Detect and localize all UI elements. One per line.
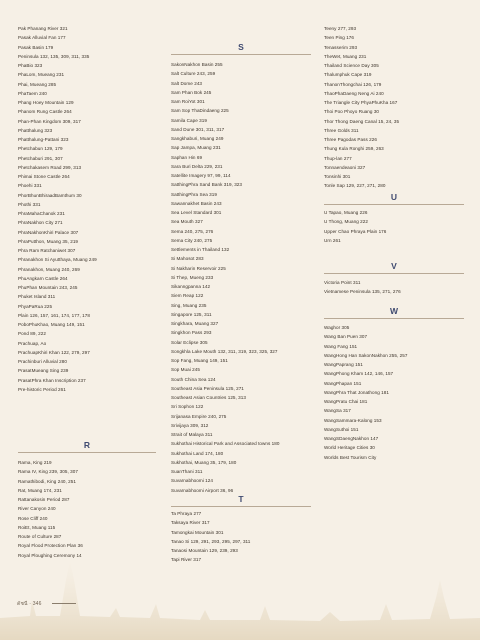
index-entry: Sop Fang, Muang 149, 151: [171, 358, 228, 363]
index-entry: Pasak Alluvial Fan 177: [18, 35, 66, 41]
index-entry: Prachuap, Ao: [18, 340, 47, 346]
index-entry: Wang Ban Puen 307: [324, 334, 368, 340]
index-entry: Three Golds 311: [324, 127, 359, 133]
index-entry: PhuAngkarn Castle 264: [18, 275, 68, 281]
index-entry: PhraMahaChanok 231: [18, 211, 65, 216]
index-entry: Sangkhaburi, Muang 249: [171, 136, 224, 141]
index-entry: U Tapao, Muang 226: [324, 210, 368, 215]
index-entry: Srivijaya 309, 312: [171, 422, 209, 428]
index-entry: Phranakhon Si Ayutthaya, Muang 249: [18, 257, 97, 263]
index-entry: Salt Dome 243: [171, 80, 203, 86]
index-entry: Prachinburi Alluvial 280: [18, 359, 67, 364]
index-entry: PhaTaem 240: [18, 90, 47, 96]
index-entry: Three Pagodas Pass 226: [324, 137, 377, 142]
index-entry: Sing, Muang 235: [171, 302, 207, 308]
index-entry: WangPhapan 151: [324, 380, 362, 386]
section-header-u: [324, 188, 464, 205]
index-entry: Salt Culture 243, 259: [171, 71, 216, 77]
index-entry: Tanao Si 129, 291, 293, 295, 297, 311: [171, 538, 251, 544]
index-entry: Thoi Poo Phoyo Ruang 30: [324, 109, 380, 115]
index-entry: Taksaya River 317: [171, 520, 210, 526]
index-entry: Phatthalung-Pattani 323: [18, 137, 69, 142]
index-entry: PhraPutthon, Muang 35, 219: [18, 238, 79, 244]
index-entry: Tonnaendeaoni 327: [324, 164, 366, 170]
section-letter: T: [238, 494, 244, 504]
index-entry: Waghor 305: [324, 325, 350, 330]
index-entry: TheWet, Muang 231: [324, 53, 367, 59]
section-letter: S: [238, 42, 244, 52]
index-entry: Samila Cape 319: [171, 117, 207, 123]
index-entry: PhorBhunBhiraadBamthum 30: [18, 192, 82, 198]
index-entry: WangHong Han SakonNakhon 255, 257: [324, 352, 408, 358]
index-entry: Phang Hoey Mountain 129: [18, 100, 74, 105]
index-entry: Singapore 125, 311: [171, 311, 212, 317]
index-entry: Southeast Asia Peninsula 125, 271: [171, 385, 244, 391]
section-header-v: [324, 257, 464, 274]
index-entry: Si Mahosot 283: [171, 256, 204, 262]
section-header-r: [18, 436, 156, 453]
index-entry: Route of Culture 287: [18, 534, 62, 539]
index-entry: Suvarnabhoomi 124: [171, 478, 213, 484]
page-number: ดัชนี · 346: [17, 601, 42, 607]
index-entry: Sam Phan Bok 245: [171, 89, 212, 95]
index-entry: Royal Ploughing Ceremony 14: [18, 552, 82, 558]
index-entry: Sema 240, 275, 276: [171, 228, 214, 234]
index-entry: Ta Phraya 277: [171, 511, 202, 516]
index-entry: Si Thep, Mueng 233: [171, 274, 214, 280]
index-entry: WangPhra That Jonathong 181: [324, 389, 389, 395]
index-entry: Rama, King 219: [18, 460, 52, 465]
index-entry: Thung Kula Ronghi 259, 263: [324, 146, 384, 152]
index-entry: PrasatPhra Khan Inscription 237: [18, 377, 86, 383]
index-entry: Phanom Rung Castle 264: [18, 109, 72, 115]
index-entry: Tanaosi Mountain 129, 239, 293: [171, 548, 238, 553]
index-entry: Sap Jampa, Muang 231: [171, 145, 221, 151]
index-entry: Phranakhon, Muang 240, 269: [18, 266, 80, 272]
index-entry: Thor Thong Daeng Canal 15, 24, 35: [324, 118, 400, 124]
index-entry: Tapi River 317: [171, 557, 202, 563]
index-entry: Phoehi 331: [18, 183, 42, 189]
index-entry: Sea Mouth 327: [171, 219, 203, 225]
index-entry: Plain 126, 157, 161, 174, 177, 178: [18, 312, 90, 318]
index-entry: PrachuapKhiri Khan 122, 279, 297: [18, 349, 90, 355]
index-entry: Sea Level Standard 301: [171, 210, 222, 215]
section-header-t: [171, 487, 311, 507]
index-entry: Teen Ping 176: [324, 35, 355, 41]
index-entry: SuanThani 311: [171, 469, 203, 474]
index-entry: Sikanngpanna 142: [171, 284, 211, 289]
index-entry: PhaLom, Mueang 231: [18, 72, 65, 78]
index-entry: Southeast Asian Countries 125, 313: [171, 395, 246, 400]
index-entry: Sri Sophon 122: [171, 404, 204, 410]
index-entry: Vietnamese Peninsula 135, 271, 276: [324, 289, 401, 295]
index-entry: Tenasserim 293: [324, 44, 358, 50]
index-entry: WangPaprang 151: [324, 362, 363, 367]
index-entry: Sukhothai, Muang 35, 179, 180: [171, 459, 237, 465]
index-entry: Rat, Muang 174, 231: [18, 487, 62, 493]
index-entry: Songkhla Lake Mouth 132, 311, 319, 323, 325, 327: [171, 348, 278, 354]
index-entry: Rattanakosin Period 287: [18, 497, 70, 502]
index-entry: Wang Fang 151: [324, 343, 358, 349]
index-entry: Phatthalung 323: [18, 127, 53, 133]
index-entry: Ramathibodi, King 240, 251: [18, 478, 76, 484]
section-letter: R: [83, 440, 91, 450]
index-entry: Phetchakasem Road 299, 313: [18, 164, 82, 170]
index-entry: Thalumphuk Cape 319: [324, 72, 372, 78]
index-entry: Worlds Best Tourism City: [324, 454, 377, 460]
index-entry: Phothi 331: [18, 201, 41, 207]
index-entry: PhyaPaRua 225: [18, 303, 53, 309]
index-entry: Tonsinhi 301: [324, 174, 351, 179]
index-entry: World Heritage Cities 30: [324, 445, 375, 451]
index-entry: Royal Flood Protection Plan 36: [18, 543, 83, 549]
index-entry: Urn 261: [324, 237, 341, 243]
index-entry: Pak Phanang River 321: [18, 26, 68, 31]
index-entry: Pond 89, 222: [18, 331, 46, 337]
index-entry: Settlements in Thailand 132: [171, 247, 230, 252]
index-entry: Satellite Imagery 97, 99, 114: [171, 173, 231, 178]
section-letter: W: [389, 306, 399, 316]
index-entry: Sukhothai Historical Park and Associated towns 180: [171, 441, 280, 447]
index-entry: Si Nakharin Reservoir 225: [171, 265, 226, 271]
index-entry: ThanonThongchai 126, 179: [324, 81, 382, 87]
index-entry: WangSuthoi 151: [324, 426, 359, 432]
index-entry: South China Sea 124: [171, 376, 216, 382]
index-entry: PhraNakhonKhiri Palace 307: [18, 229, 79, 235]
index-entry: Thailand Science Day 305: [324, 63, 379, 68]
section-header-s: [171, 38, 311, 55]
index-entry: Strait of Malaya 311: [171, 432, 213, 437]
index-entry: ThaoPhaDaeng Neng Ai 240: [324, 90, 384, 96]
index-entry: Suvarnabhoomi Airport 36, 96: [171, 487, 234, 493]
index-entry: SatthingPhra Sand Bank 319, 323: [171, 182, 243, 188]
index-entry: Rama IV, King 239, 305, 307: [18, 469, 78, 475]
index-entry: WangSammara-Kalong 153: [324, 417, 382, 423]
section-letter: V: [391, 261, 397, 271]
index-entry: Sukhothai Land 174, 180: [171, 450, 224, 456]
index-entry: Sema City 240, 275: [171, 237, 213, 243]
index-entry: PoboPhuKhao, Muang 149, 151: [18, 322, 85, 327]
temple-silhouette-decoration: [0, 520, 480, 640]
index-entry: Pasak Basin 179: [18, 44, 54, 50]
index-entry: Victoria Point 311: [324, 280, 361, 285]
index-entry: WangSDaengNakhon 147: [324, 436, 379, 441]
index-entry: Teeny 277, 293: [324, 26, 357, 31]
section-header-w: [324, 302, 464, 319]
index-entry: Sawannakhet Basin 243: [171, 200, 222, 206]
index-entry: U Thong, Muang 222: [324, 219, 368, 225]
index-entry: RoiEt, Muang 115: [18, 524, 56, 530]
index-entry: PrasatMueang Sing 239: [18, 368, 69, 374]
index-entry: WangSa 317: [324, 408, 351, 414]
index-entry: SatthingPhra Sea 319: [171, 191, 217, 197]
index-entry: River Canyon 240: [18, 506, 56, 512]
index-entry: The Triangle City PhyaPhuKha 167: [324, 100, 398, 105]
index-entry: Phuket Island 311: [18, 294, 56, 300]
index-entry: Sop Muai 245: [171, 367, 200, 373]
index-entry: Phai, Mueang 285: [18, 81, 57, 87]
index-entry: Solar Eclipse 305: [171, 339, 208, 345]
index-entry: WangPratu Chai 181: [324, 399, 368, 404]
index-entry: Phra Ram Ratchaniwet 307: [18, 248, 76, 253]
index-entry: Tonle Sap 129, 227, 271, 280: [324, 183, 386, 189]
index-entry: WangPhong Kham 142, 146, 157: [324, 371, 394, 377]
section-letter: U: [390, 192, 398, 202]
index-entry: Singkhon Pass 293: [171, 330, 212, 336]
index-entry: Siem Reap 122: [171, 293, 204, 299]
footer-rule: [52, 603, 76, 604]
index-entry: Phetchabun 129, 179: [18, 146, 63, 152]
index-entry: Sand Dune 301, 311, 317: [171, 126, 225, 132]
index-entry: Phimai Stone Castle 264: [18, 174, 70, 179]
index-entry: Phan-Phan Kingdom 309, 317: [18, 118, 81, 124]
index-entry: Sam RoiYot 301: [171, 99, 205, 104]
index-entry: Phetchaburi 291, 307: [18, 155, 63, 161]
index-entry: SakonNakhon Basin 255: [171, 62, 223, 67]
index-entry: Tamongkai Mountain 301: [171, 529, 224, 535]
index-entry: Singkhara, Muang 327: [171, 321, 219, 326]
index-entry: PhuPhan Mountain 243, 245: [18, 285, 78, 290]
index-entry: PhraNakhon City 271: [18, 220, 63, 226]
index-entry: PhaBio 323: [18, 63, 43, 68]
index-entry: Sara Buri Delta 229, 231: [171, 163, 223, 169]
index-entry: Thup-lan 277: [324, 155, 352, 161]
index-entry: Srijanasa Empire 240, 275: [171, 413, 227, 419]
index-entry: Upper Chao Phraya Plain 176: [324, 228, 387, 234]
index-entry: Peninsula 132, 135, 309, 311, 335: [18, 53, 90, 59]
index-entry: Sam Sop ThaDindaeng 225: [171, 108, 229, 114]
index-entry: Saphan Hin 69: [171, 154, 203, 160]
index-entry: Rose Cliff 240: [18, 515, 48, 521]
index-entry: Pre-historic Period 261: [18, 386, 66, 392]
